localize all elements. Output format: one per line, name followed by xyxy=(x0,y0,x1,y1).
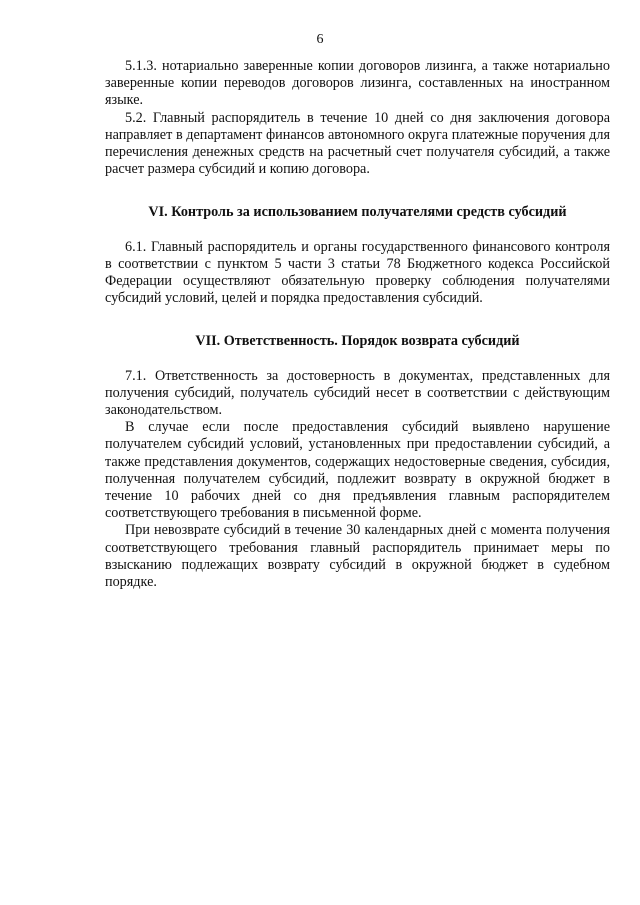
section-heading-vii: VII. Ответственность. Порядок возврата субсидий xyxy=(195,333,520,350)
paragraph-7-1: 7.1. Ответственность за достоверность в документах, представленных для получения субсидий, получатель субсидий несет в соответствии с действующим законодательством. xyxy=(105,367,610,419)
section-heading-vi: VI. Контроль за использованием получателями средств субсидий xyxy=(148,204,567,221)
page-number: 6 xyxy=(316,32,324,47)
document-body xyxy=(105,58,610,591)
paragraph-5-1-3: 5.1.3. нотариально заверенные копии договоров лизинга, а также нотариально заверенные копии переводов договоров лизинга, составленных на иностранном языке. xyxy=(105,58,610,109)
paragraph-5-2: 5.2. Главный распорядитель в течение 10 дней со дня заключения договора направляет в департамент финансов автономного округа платежные поручения для перечисления денежных средств на расчетный счет получателя субсидий, а также расчет размера субсидий и копию договора. xyxy=(105,109,610,178)
paragraph-6-1: 6.1. Главный распорядитель и органы государственного финансового контроля в соответствии с пунктом 5 части 3 статьи 78 Бюджетного кодекса Российской Федерации осуществляют обязательную проверку соблюдения получателями субсидий условий, целей и порядка предоставления субсидий. xyxy=(105,238,610,307)
paragraph-non-return: При невозврате субсидий в течение 30 календарных дней с момента получения соответствующего требования главный распорядитель принимает меры по взысканию подлежащих возврату субсидий в окружной бюджет в судебном порядке. xyxy=(105,522,610,591)
paragraph-violation: В случае если после предоставления субсидий выявлено нарушение получателем субсидий условий, установленных при предоставлении субсидий, а также представления документов, содержащих недостоверные сведения, субсидия, полученная получателем субсидий, подлежит возврату в окружной бюджет в течение 10 рабочих дней со дня предъявления главным распорядителем соответствующего требования в письменной форме. xyxy=(105,419,610,522)
